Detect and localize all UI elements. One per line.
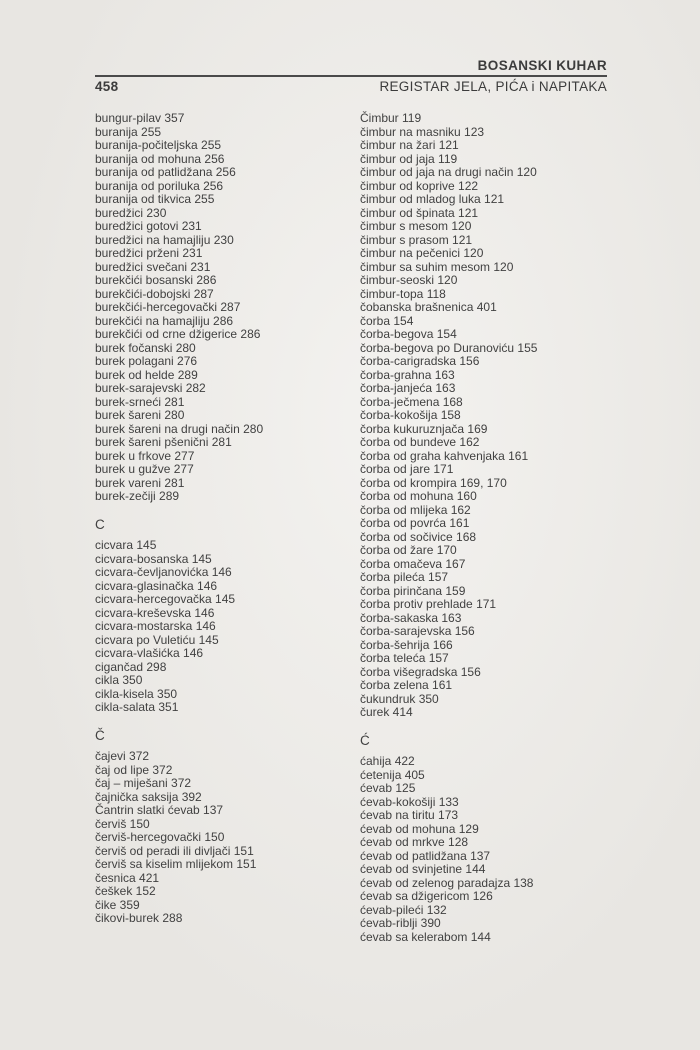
index-entry: ćevab-kokošiji 133 [360, 794, 459, 809]
index-entry: čorba-šehrija 166 [360, 637, 453, 652]
index-entry: čorba od krompira 169, 170 [360, 475, 507, 490]
index-entry: čorba od povrća 161 [360, 516, 470, 530]
index-entry: ćevab od svinjetine 144 [360, 862, 486, 876]
index-entry: cicvara po Vuletiću 145 [95, 632, 219, 647]
index-entry: cicvara-bosanska 145 [95, 551, 212, 566]
index-entry: cicvara-vlašićka 146 [95, 646, 204, 660]
index-entry: čorba od mlijeka 162 [360, 502, 471, 517]
index-entry: burekčići-dobojski 287 [95, 286, 214, 301]
index-entry: burek-sarajevski 282 [95, 381, 206, 395]
index-entry: burek polagani 276 [95, 354, 198, 368]
index-entry: čimbur od koprive 122 [360, 178, 479, 193]
index-entry: ćevab od zelenog paradajza 138 [360, 875, 534, 890]
index-entry: burek u frkove 277 [95, 448, 195, 463]
index-entry: čajevi 372 [95, 749, 150, 763]
index-entry: burek šareni na drugi način 280 [95, 421, 264, 436]
index-entry: burek šareni pšenični 281 [95, 435, 232, 449]
index-entry: čorba pileća 157 [360, 570, 449, 584]
index-entry: burekčići na hamajliju 286 [95, 313, 234, 328]
index-entry: čajnička saksija 392 [95, 789, 202, 804]
index-entry: čorba-sakaska 163 [360, 610, 462, 625]
index-entry: čorba od sočivice 168 [360, 529, 477, 544]
index-entry: čike 359 [95, 897, 140, 912]
section-heading: Ć [360, 732, 370, 748]
index-entry: buranija od poriluka 256 [95, 178, 224, 193]
index-column-right [360, 112, 607, 944]
index-entry: ćevab sa džigericom 126 [360, 889, 493, 903]
index-entry: buredžici 230 [95, 205, 167, 220]
index-entry: ćetenija 405 [360, 767, 425, 782]
index-entry: červiš 150 [95, 816, 150, 831]
index-entry: červiš-hercegovački 150 [95, 830, 225, 844]
index-entry: buredžici svečani 231 [95, 259, 211, 274]
index-entry: ćevab 125 [360, 781, 416, 795]
index-entry: čorba 154 [360, 313, 414, 328]
section-heading: C [95, 516, 105, 532]
index-entry: cicvara-glasinačka 146 [95, 578, 218, 593]
index-entry: čorba-carigradska 156 [360, 354, 480, 368]
register-title: REGISTAR JELA, PIĆA i NAPITAKA [379, 79, 607, 94]
index-entry: čorba-begova 154 [360, 327, 457, 341]
index-entry: cikla-salata 351 [95, 700, 179, 714]
index-entry: čorba-sarajevska 156 [360, 624, 475, 638]
index-entry: cikla 350 [95, 673, 143, 687]
index-entry: čorba od žare 170 [360, 543, 457, 557]
header-rule [95, 75, 607, 77]
index-entry: cicvara-čevljanovićka 146 [95, 565, 232, 579]
index-entry: ćevab od patlidžana 137 [360, 848, 491, 863]
index-entry: čikovi-burek 288 [95, 911, 183, 925]
index-entry: cicvara-mostarska 146 [95, 619, 216, 633]
index-entry: cicvara 145 [95, 538, 157, 552]
index-entry: buranija 255 [95, 124, 162, 139]
index-entry: buredžici na hamajliju 230 [95, 232, 234, 247]
index-entry: čukundruk 350 [360, 691, 439, 706]
index-entry: čorba od graha kahvenjaka 161 [360, 448, 529, 463]
index-entry: čurek 414 [360, 705, 413, 719]
index-entry: burek šareni 280 [95, 408, 185, 422]
index-entry: čobanska brašnenica 401 [360, 300, 497, 314]
index-entry: čorba-janjeća 163 [360, 381, 456, 395]
index-entry: buranija od patlidžana 256 [95, 165, 236, 179]
index-entry: ćevab sa kelerabom 144 [360, 929, 491, 944]
index-entry: čorba višegradska 156 [360, 664, 481, 679]
index-entry: čimbur na pečenici 120 [360, 246, 484, 260]
index-entry: čorba-begova po Duranoviću 155 [360, 340, 538, 355]
index-entry: čorba od mohuna 160 [360, 489, 477, 503]
index-entry: ćevab od mrkve 128 [360, 835, 469, 849]
index-entry: čaj od lipe 372 [95, 762, 173, 777]
page-header [95, 58, 607, 94]
index-entry: čaj – miješani 372 [95, 776, 192, 790]
index-entry: burekčići od crne džigerice 286 [95, 327, 261, 341]
index-entry: česnica 421 [95, 870, 160, 885]
index-entry: ćevab-pileći 132 [360, 902, 447, 917]
index-entry: čorba od jare 171 [360, 462, 454, 476]
index-entry: buranija od tikvica 255 [95, 192, 215, 206]
index-entry: čimbur s mesom 120 [360, 219, 472, 233]
index-entry: ćevab na tiritu 173 [360, 808, 459, 822]
book-title: BOSANSKI KUHAR [477, 58, 607, 73]
index-entry: Čantrin slatki ćevab 137 [95, 803, 224, 817]
index-entry: čorba pirinčana 159 [360, 583, 466, 598]
index-entry: čorba-grahna 163 [360, 367, 455, 382]
index-entry: burek fočanski 280 [95, 340, 196, 355]
index-entry: buranija od mohuna 256 [95, 151, 225, 166]
index-column-left [95, 112, 360, 944]
index-entry: čimbur od jaja na drugi način 120 [360, 165, 537, 179]
index-entry: čorba-ječmena 168 [360, 394, 463, 409]
index-entry: čimbur na masniku 123 [360, 124, 485, 139]
index-entry: červiš sa kiselim mlijekom 151 [95, 857, 257, 871]
index-entry: čorba kukuruznjača 169 [360, 421, 488, 436]
index-entry: burek-zečiji 289 [95, 489, 180, 503]
index-entry: cikla-kisela 350 [95, 686, 178, 701]
index-entry: čimbur-seoski 120 [360, 273, 458, 287]
index-entry: čorba protiv prehlade 171 [360, 597, 497, 611]
index-entry: burek vareni 281 [95, 475, 185, 490]
index-entry: čorba-kokošija 158 [360, 408, 461, 422]
index-entry: bungur-pilav 357 [95, 111, 185, 125]
index-columns [95, 112, 607, 944]
index-entry: čorba omačeva 167 [360, 556, 466, 571]
index-entry: burek-srneći 281 [95, 394, 185, 409]
index-entry: čimbur-topa 118 [360, 286, 446, 301]
index-entry: ćahija 422 [360, 754, 415, 768]
index-entry: čimbur na žari 121 [360, 138, 459, 152]
index-entry: čimbur s prasom 121 [360, 232, 473, 247]
section-heading: Č [95, 727, 105, 743]
index-entry: čorba od bundeve 162 [360, 435, 480, 449]
index-entry: ćevab-riblji 390 [360, 916, 441, 930]
index-entry: čimbur sa suhim mesom 120 [360, 259, 514, 274]
index-entry: burekčići-hercegovački 287 [95, 300, 241, 314]
index-entry: burek od helde 289 [95, 367, 198, 382]
index-entry: červiš od peradi ili divljači 151 [95, 843, 254, 858]
index-entry: burek u gužve 277 [95, 462, 194, 476]
index-entry: ćevab od mohuna 129 [360, 821, 479, 836]
index-entry: cicvara-hercegovačka 145 [95, 592, 236, 606]
index-entry: čorba teleća 157 [360, 651, 449, 665]
index-entry: cicvara-kreševska 146 [95, 605, 215, 620]
index-entry: burekčići bosanski 286 [95, 273, 217, 287]
index-entry: čimbur od jaja 119 [360, 151, 458, 166]
index-entry: cigančad 298 [95, 659, 167, 674]
index-entry: čimbur od špinata 121 [360, 205, 479, 220]
index-entry: buranija-počiteljska 255 [95, 138, 222, 152]
index-entry: čimbur od mladog luka 121 [360, 192, 505, 206]
index-entry: čorba zelena 161 [360, 678, 453, 692]
header-row [95, 79, 607, 94]
index-entry: češkek 152 [95, 884, 156, 898]
page-number: 458 [95, 79, 119, 94]
index-entry: buredžici gotovi 231 [95, 219, 202, 233]
index-entry: Čimbur 119 [360, 111, 422, 125]
index-entry: buredžici prženi 231 [95, 246, 203, 260]
